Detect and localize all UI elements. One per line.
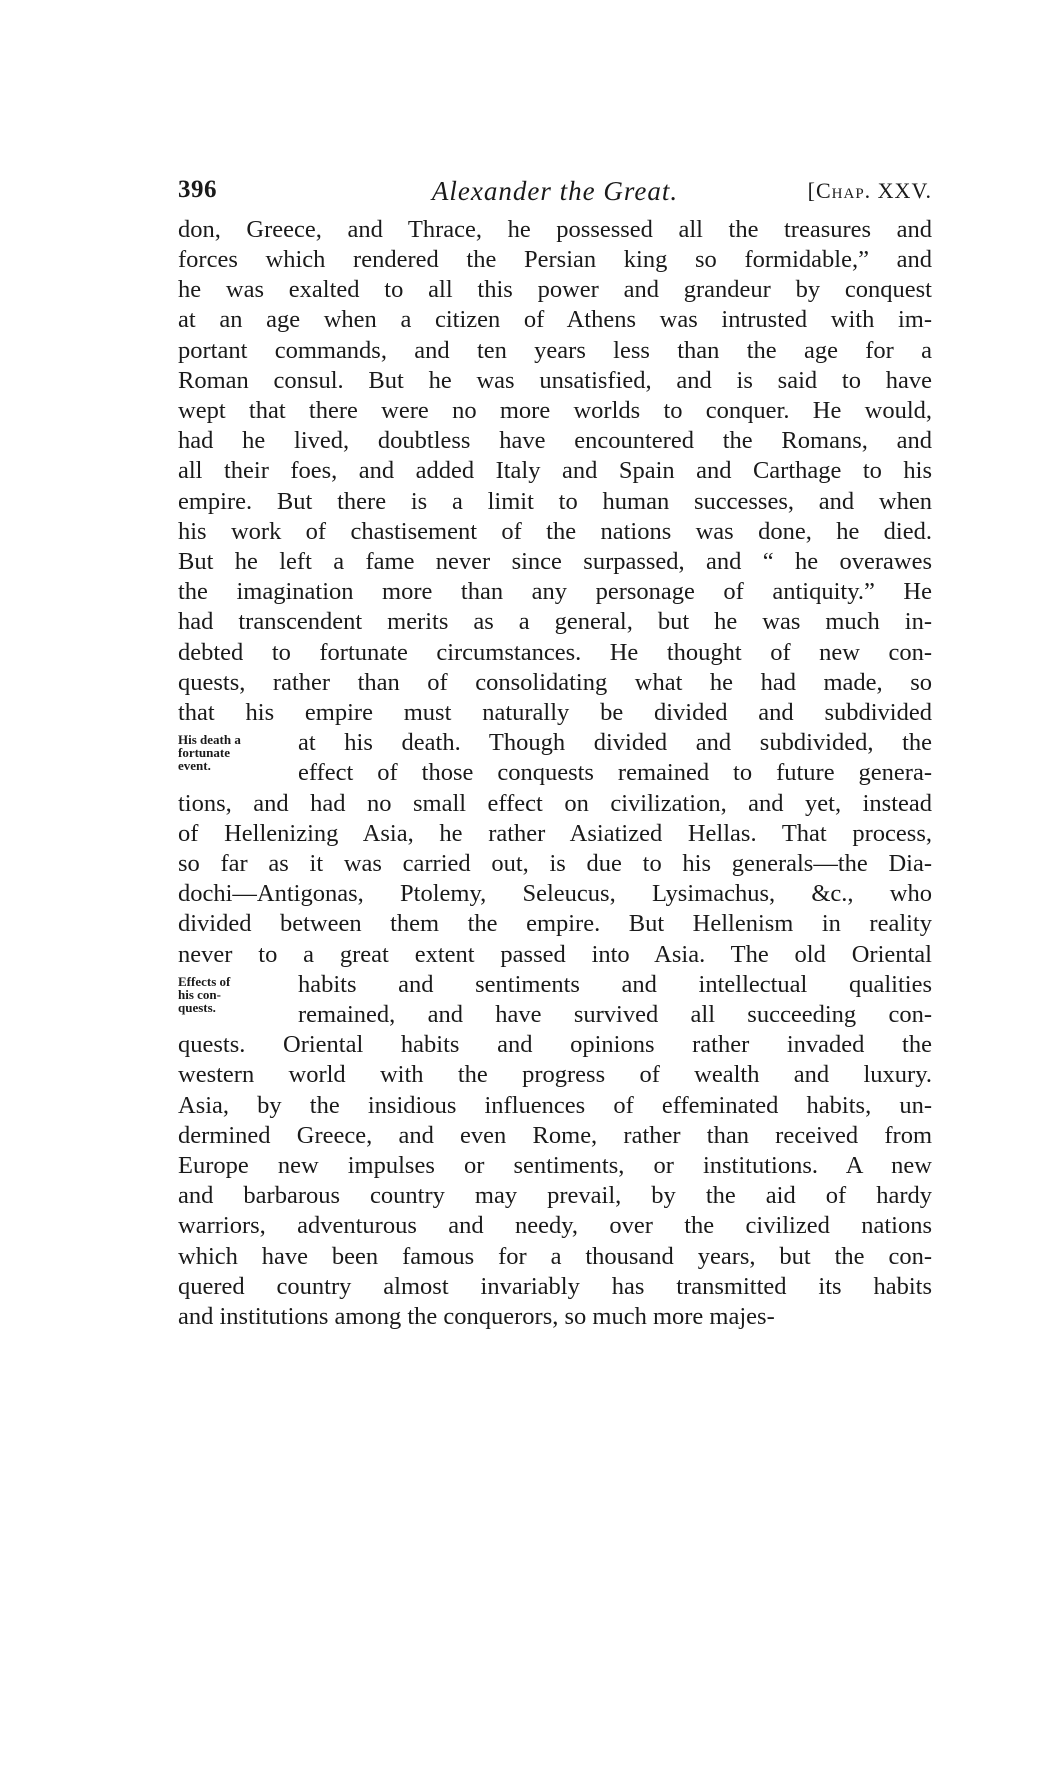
marginal-note bbox=[178, 733, 288, 772]
text-line: so far as it was carried out, is due to his generals—the Dia- bbox=[178, 850, 932, 877]
text-line: at his death. Though divided and subdivided, the bbox=[298, 729, 932, 756]
text-line: quered country almost invariably has transmitted its habits bbox=[178, 1273, 932, 1300]
marginal-note-line: quests. bbox=[178, 1000, 216, 1015]
text-line: divided between them the empire. But Hellenism in reality bbox=[178, 910, 932, 937]
text-line: western world with the progress of wealth and luxury. bbox=[178, 1061, 932, 1088]
text-line: had transcendent merits as a general, but he was much in- bbox=[178, 608, 932, 635]
text-line: empire. But there is a limit to human successes, and when bbox=[178, 488, 932, 515]
text-line: all their foes, and added Italy and Spain and Carthage to his bbox=[178, 457, 932, 484]
text-line: portant commands, and ten years less than the age for a bbox=[178, 337, 932, 364]
page-number: 396 bbox=[178, 176, 217, 203]
marginal-note bbox=[178, 975, 288, 1014]
text-line: that his empire must naturally be divided and subdivided bbox=[178, 699, 932, 726]
text-line: the imagination more than any personage of antiquity.” He bbox=[178, 578, 932, 605]
chapter-reference: [Chap. XXV. bbox=[807, 178, 932, 203]
running-title: Alexander the Great. bbox=[431, 176, 679, 206]
text-line: quests. Oriental habits and opinions rather invaded the bbox=[178, 1031, 932, 1058]
text-line: remained, and have survived all succeeding con- bbox=[298, 1001, 932, 1028]
marginal-note-line: event. bbox=[178, 758, 211, 773]
text-line: had he lived, doubtless have encountered the Romans, and bbox=[178, 427, 932, 454]
text-line: debted to fortunate circumstances. He thought of new con- bbox=[178, 639, 932, 666]
marginal-note-line: his con- bbox=[178, 987, 221, 1002]
text-line: tions, and had no small effect on civilization, and yet, instead bbox=[178, 790, 932, 817]
text-line: dochi—Antigonas, Ptolemy, Seleucus, Lysimachus, &c., who bbox=[178, 880, 932, 907]
text-line: his work of chastisement of the nations was done, he died. bbox=[178, 518, 932, 545]
running-head bbox=[178, 176, 932, 210]
text-line: Europe new impulses or sentiments, or institutions. A new bbox=[178, 1152, 932, 1179]
text-line: forces which rendered the Persian king so formidable,” and bbox=[178, 246, 932, 273]
text-line: and institutions among the conquerors, so much more majes- bbox=[178, 1303, 775, 1330]
text-line: Roman consul. But he was unsatisfied, and is said to have bbox=[178, 367, 932, 394]
marginal-note-line: fortunate bbox=[178, 745, 230, 760]
text-line: habits and sentiments and intellectual qualities bbox=[298, 971, 932, 998]
text-line: and barbarous country may prevail, by the aid of hardy bbox=[178, 1182, 932, 1209]
text-line: quests, rather than of consolidating what he had made, so bbox=[178, 669, 932, 696]
text-line: of Hellenizing Asia, he rather Asiatized Hellas. That process, bbox=[178, 820, 932, 847]
text-line: Asia, by the insidious influences of effeminated habits, un- bbox=[178, 1092, 932, 1119]
text-line: don, Greece, and Thrace, he possessed all the treasures and bbox=[178, 216, 932, 243]
text-line: effect of those conquests remained to future genera- bbox=[298, 759, 932, 786]
text-line: he was exalted to all this power and grandeur by conquest bbox=[178, 276, 932, 303]
text-line: which have been famous for a thousand years, but the con- bbox=[178, 1243, 932, 1270]
marginal-note-line: His death a bbox=[178, 732, 241, 747]
text-line: at an age when a citizen of Athens was intrusted with im- bbox=[178, 306, 932, 333]
text-line: dermined Greece, and even Rome, rather than received from bbox=[178, 1122, 932, 1149]
marginal-note-line: Effects of bbox=[178, 974, 231, 989]
text-line: never to a great extent passed into Asia. The old Oriental bbox=[178, 941, 932, 968]
text-line: warriors, adventurous and needy, over the civilized nations bbox=[178, 1212, 932, 1239]
text-line: wept that there were no more worlds to conquer. He would, bbox=[178, 397, 932, 424]
text-line: But he left a fame never since surpassed, and “ he overawes bbox=[178, 548, 932, 575]
